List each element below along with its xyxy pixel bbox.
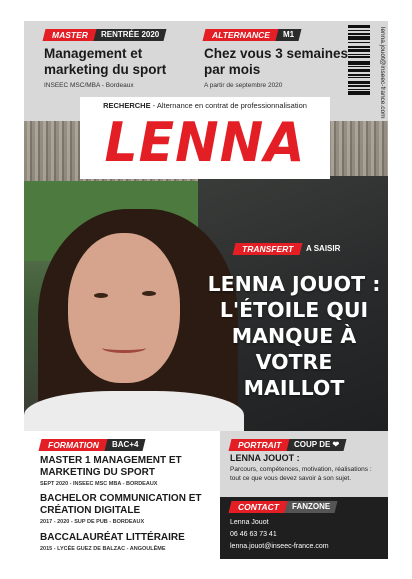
cover-headline: LENNA JOUOT : L'ÉTOILE QUI MANQUE À VOTRE MAILLOT [207,272,381,400]
contact-phone[interactable]: 06 46 63 73 41 [230,531,277,538]
magazine-cover [24,21,388,559]
alternance-tag-detail: M1 [282,30,295,39]
formation-item-title: BACCALAURÉAT LITTÉRAIRE [40,532,185,543]
masthead [80,97,330,179]
master-tag-detail: RENTRÉE 2020 [100,30,160,39]
contact-name: Lenna Jouot [230,519,269,526]
barcode-icon [348,25,370,105]
portrait-tag [230,439,346,451]
recherche-line [80,101,330,110]
transfert-tag [234,243,347,255]
formation-tag-detail: BAC+4 [111,440,139,449]
formation-item-sub: 2017 - 2020 - SUP DE PUB - BORDEAUX [40,519,145,525]
portrait-panel [220,431,388,497]
formation-tag-label: FORMATION [48,440,99,450]
master-tag-label: MASTER [52,30,88,40]
contact-panel [220,497,388,559]
recherche-text: - Alternance en contrat de professionnalisation [150,101,307,110]
formation-panel [24,431,220,559]
recherche-label: RECHERCHE [103,101,151,110]
portrait-tag-detail: COUP DE ❤ [294,440,340,449]
alternance-tag [204,29,300,41]
transfert-tag-label: TRANSFERT [242,244,294,254]
formation-tag [40,439,144,451]
formation-item-sub: SEPT 2020 - INSEEC MSC MBA - BORDEAUX [40,481,158,487]
alternance-title: Chez vous 3 semaines par mois [204,46,349,77]
alternance-tag-label: ALTERNANCE [212,30,270,40]
side-email: lenna.jouot@inseec-france.com [379,27,386,119]
master-tag [44,29,165,41]
transfert-tag-detail: A SAISIR [306,244,341,253]
portrait-tag-label: PORTRAIT [238,440,282,450]
logo-text: LENNA [104,111,306,175]
formation-item-title: BACHELOR COMMUNICATION ET CRÉATION DIGITALE [40,493,202,516]
formation-item-sub: 2015 - LYCÉE GUEZ DE BALZAC - ANGOULÊME [40,546,166,552]
contact-email[interactable]: lenna.jouot@inseec-france.com [230,543,329,550]
formation-item-title: MASTER 1 MANAGEMENT ET MARKETING DU SPORT [40,455,182,478]
master-title: Management et marketing du sport [44,46,167,77]
alternance-sub: A partir de septembre 2020 [204,82,283,89]
contact-tag-label: CONTACT [238,502,279,512]
master-sub: INSEEC MSC/MBA - Bordeaux [44,82,134,89]
portrait-text: Parcours, compétences, motivation, réalisations : tout ce que vous devez savoir à son sujet. [230,466,372,482]
contact-tag-detail: FANZONE [291,502,331,511]
portrait-title: LENNA JOUOT : [230,453,300,463]
contact-tag [230,501,336,513]
